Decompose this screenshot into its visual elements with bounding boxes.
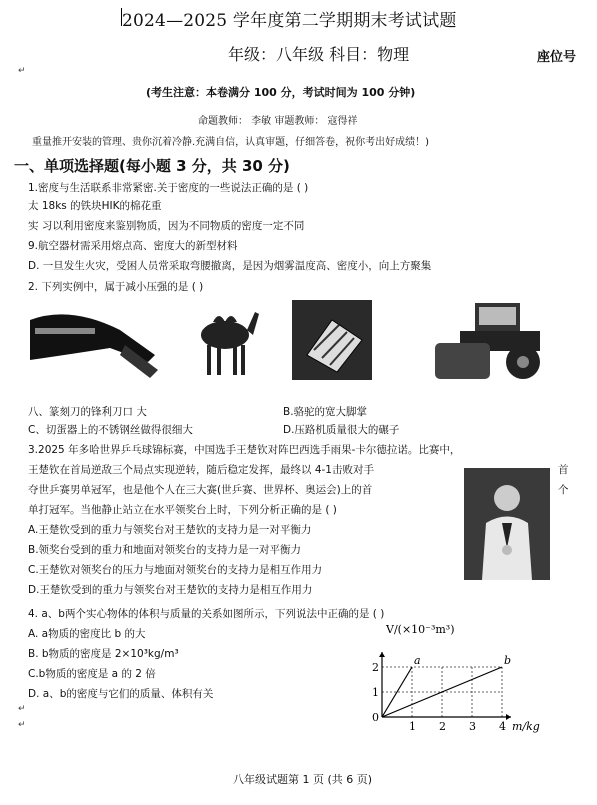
q2-option-b: B.骆驼的宽大脚掌 xyxy=(283,406,368,418)
return-mark: ↵ xyxy=(18,704,26,714)
q3-line1: 3.2025 年多哈世界乒乓球锦标赛，中国选手王楚钦对阵巴西选手雨果-卡尔德拉诺。比赛中， xyxy=(28,444,461,456)
q2-option-c: C、切蛋器上的不锈钢丝做得很细大 xyxy=(28,424,193,436)
q1-option-c: 9.航空器材需采用熔点高、密度大的新型材料 xyxy=(28,240,238,252)
q2-option-d: D.压路机质量很大的碾子 xyxy=(283,424,400,436)
page-footer: 八年级试题第 1 页 (共 6 页) xyxy=(233,773,373,786)
exam-note: (考生注意：本卷满分 100 分，考试时间为 100 分钟) xyxy=(146,86,416,99)
y-tick-label: 2 xyxy=(372,661,379,674)
q3-line1-tail: 首 xyxy=(558,464,569,476)
x-axis-label: m/kg xyxy=(512,720,540,733)
q4-option-a: A. a物质的密度比 b 的大 xyxy=(28,628,146,640)
q3-line3-tail: 个 xyxy=(558,484,569,496)
q1-stem: 1.密度与生活联系非常紧密.关于密度的一些说法正确的是 ( ) xyxy=(28,182,309,194)
q3-option-a: A.王楚钦受到的重力与领奖台对王楚钦的支持力是一对平衡力 xyxy=(28,524,312,536)
q3-line2: 王楚钦在首局逆敌三个局点实现逆转，随后稳定发挥，最终以 4-1击败对手 xyxy=(28,464,374,476)
x-tick-label: 4 xyxy=(499,720,506,733)
road-roller-image xyxy=(425,298,545,383)
x-tick-label: 1 xyxy=(409,720,416,733)
q3-option-c: C.王楚钦对领奖台的压力与地面对领奖台的支持力是相互作用力 xyxy=(28,564,323,576)
return-mark: ↵ xyxy=(18,66,26,76)
carving-knife-image xyxy=(30,300,160,385)
volume-mass-chart xyxy=(360,620,560,745)
exam-subtitle: 年级：八年级 科目：物理 xyxy=(228,45,410,64)
seat-label: 座位号 xyxy=(537,50,577,65)
slogan-line: 重量推开安装的管理、贵你沉着冷静.充满自信，认真审题，仔细答卷，祝你考出好成绩！) xyxy=(32,137,430,148)
q3-line4: 单打冠军。当他静止站立在水平领奖台上时，下列分析正确的是 ( ) xyxy=(28,504,337,516)
y-tick-label: 1 xyxy=(372,686,379,699)
y-axis-arrow xyxy=(379,652,385,657)
q4-option-c: C.b物质的密度是 a 的 2 倍 xyxy=(28,668,156,680)
series-label-b: b xyxy=(504,654,512,667)
section-title: 一、单项选择题(每小题 3 分，共 30 分) xyxy=(14,157,290,175)
origin-label: 0 xyxy=(372,711,379,724)
chart-series xyxy=(382,654,511,717)
q1-option-d: D. 一旦发生火灾，受困人员常采取弯腰撤离，是因为烟雾温度高、密度小，向上方聚集 xyxy=(28,260,432,272)
q1-option-a: 太 18ks 的铁块HIK的棉花重 xyxy=(28,200,162,212)
q4-stem: 4. a、b两个实心物体的体积与质量的关系如图所示，下列说法中正确的是 ( ) xyxy=(28,608,385,620)
q3-option-b: B.领奖台受到的重力和地面对领奖台的支持力是一对平衡力 xyxy=(28,544,302,556)
x-tick-label: 2 xyxy=(439,720,446,733)
camel-image xyxy=(185,300,260,380)
q4-option-d: D. a、b的密度与它们的质量、体积有关 xyxy=(28,688,214,700)
q3-option-d: D.王楚钦受到的重力与领奖台对王楚钦的支持力是相互作用力 xyxy=(28,584,313,596)
return-mark: ↵ xyxy=(18,720,26,730)
q3-line3: 夺世乒赛男单冠军，也是他个人在三大赛(世乒赛、世界杯、奥运会)上的首 xyxy=(28,484,373,496)
x-axis-arrow xyxy=(506,714,511,720)
q4-option-b: B. b物质的密度是 2×10³kg/m³ xyxy=(28,648,179,660)
egg-slicer-image xyxy=(292,300,372,380)
q1-option-b: 实 习以利用密度来鉴别物质，因为不同物质的密度一定不同 xyxy=(28,220,305,232)
exam-title: 2024—2025 学年度第二学期期末考试试题 xyxy=(122,11,457,31)
q2-stem: 2. 下列实例中，属于减小压强的是 ( ) xyxy=(28,281,204,293)
q2-option-a: 八、篆刻刀的锋利刀口 大 xyxy=(28,406,147,418)
y-axis-label: V/(×10⁻³m³) xyxy=(386,623,455,636)
series-label-a: a xyxy=(414,654,421,667)
x-tick-label: 3 xyxy=(469,720,476,733)
athlete-photo xyxy=(464,468,550,580)
teachers-line: 命题教师： 李敏 审题教师： 寇得祥 xyxy=(198,116,358,127)
